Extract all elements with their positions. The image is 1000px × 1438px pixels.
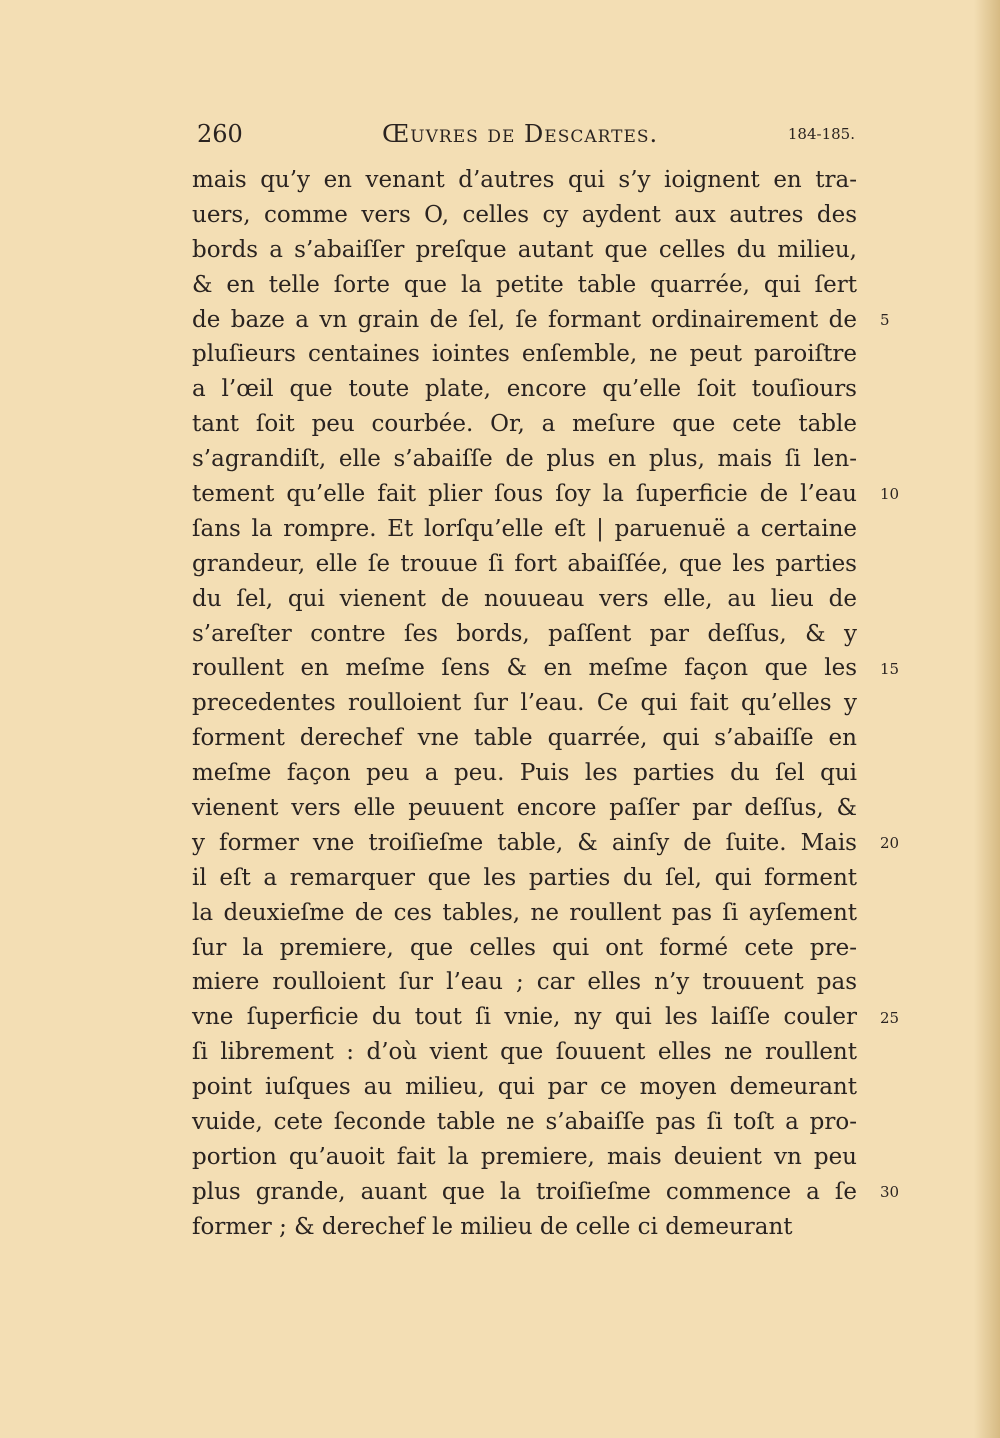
line-number: 30 xyxy=(880,1183,900,1202)
text-line: vuide, cete ſeconde table ne s’abaiſſe pas ſi toſt a pro- xyxy=(192,1109,857,1136)
text-line: point iuſques au milieu, qui par ce moyen demeurant xyxy=(192,1074,857,1101)
line-number: 10 xyxy=(880,485,900,504)
text-line: y former vne troiſieſme table, & ainſy de ſuite. Mais xyxy=(192,829,857,856)
running-title: Œuvres de Descartes. xyxy=(382,120,659,148)
line-number: 20 xyxy=(880,834,900,853)
text-line: forment derechef vne table quarrée, qui s’abaiſſe en xyxy=(192,725,857,752)
text-line: ſi librement : d’où vient que ſouuent elles ne roullent xyxy=(192,1039,857,1066)
line-number: 25 xyxy=(880,1008,900,1027)
text-line: il eſt a remarquer que les parties du ſel, qui forment xyxy=(192,864,857,891)
body-text xyxy=(192,163,857,1245)
text-line: vne ſuperficie du tout ſi vnie, ny qui les laiſſe couler xyxy=(192,1004,857,1031)
text-line: former ; & derechef le milieu de celle ci demeurant xyxy=(192,1213,793,1240)
text-line: portion qu’auoit fait la premiere, mais deuient vn peu xyxy=(192,1143,857,1170)
text-line: s’agrandiſt, elle s’abaiſſe de plus en plus, mais ſi len- xyxy=(192,446,857,473)
text-line: roullent en meſme ſens & en meſme façon que les xyxy=(192,655,857,682)
text-line: uers, comme vers O, celles cy aydent aux autres des xyxy=(192,201,857,228)
text-line: bords a s’abaiſſer preſque autant que celles du milieu, xyxy=(192,236,857,263)
text-line: la deuxieſme de ces tables, ne roullent pas ſi ayſement xyxy=(192,899,857,926)
line-number: 15 xyxy=(880,659,900,678)
running-header xyxy=(197,116,855,152)
text-line: vienent vers elle peuuent encore paſſer par deſſus, & xyxy=(192,795,857,822)
page-edge-shadow xyxy=(974,0,1000,1438)
text-line: tement qu’elle fait plier ſous ſoy la ſuperficie de l’eau xyxy=(192,481,857,508)
text-line: a l’œil que toute plate, encore qu’elle ſoit touſiours xyxy=(192,376,857,403)
text-line: ſans la rompre. Et lorſqu’elle eſt | paruenuë a certaine xyxy=(192,515,857,542)
text-line: plus grande, auant que la troiſieſme commence a ſe xyxy=(192,1178,857,1205)
text-line: ſur la premiere, que celles qui ont formé cete pre- xyxy=(192,934,857,961)
text-line: du ſel, qui vienent de nouueau vers elle, au lieu de xyxy=(192,585,857,612)
text-line: s’areſter contre ſes bords, paſſent par deſſus, & y xyxy=(192,620,857,647)
text-line: miere roulloient ſur l’eau ; car elles n’y trouuent pas xyxy=(192,969,857,996)
page-number: 260 xyxy=(197,120,243,148)
text-line: meſme façon peu a peu. Puis les parties du ſel qui xyxy=(192,760,857,787)
text-line: precedentes roulloient ſur l’eau. Ce qui fait qu’elles y xyxy=(192,690,857,717)
line-number: 5 xyxy=(880,310,890,329)
text-line: & en telle ſorte que la petite table quarrée, qui ſert xyxy=(192,271,857,298)
text-line: tant ſoit peu courbée. Or, a meſure que cete table xyxy=(192,411,857,438)
text-line: de baze a vn grain de ſel, ſe formant ordinairement de xyxy=(192,306,857,333)
text-line: mais qu’y en venant d’autres qui s’y ioignent en tra- xyxy=(192,167,857,193)
section-reference: 184-185. xyxy=(787,125,855,143)
text-line: pluſieurs centaines iointes enſemble, ne peut paroiſtre xyxy=(192,341,857,368)
text-line: grandeur, elle ſe trouue ſi fort abaiſſée, que les parties xyxy=(192,550,857,577)
